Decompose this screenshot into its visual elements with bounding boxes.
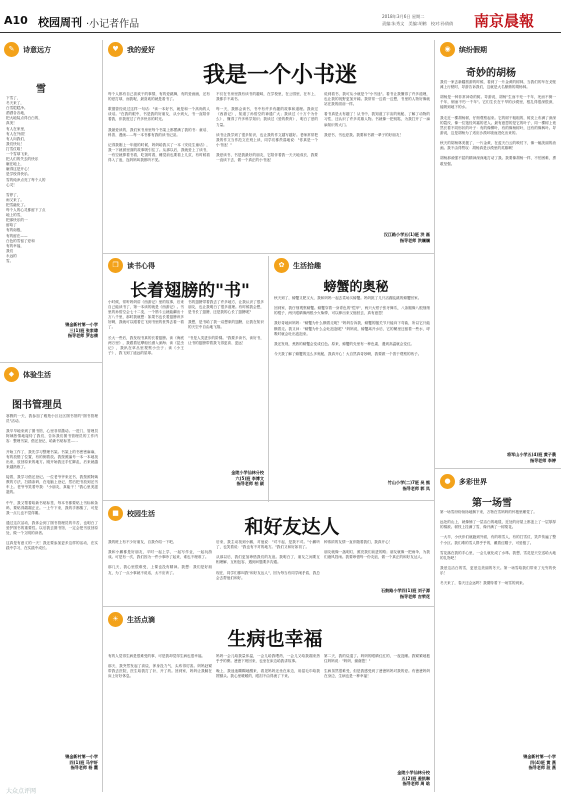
sick-headline: 生病也幸福 — [227, 628, 323, 650]
poplar-author: 将军山小学五(4)班 黄子晨 指导老师 李婷 — [507, 452, 556, 463]
library-body: 寒假的一天，我参加了雅苑小区社区图书馆的"图书管理员"活动。 我早早地来到了图书馆，心里非常激动。一进门，管理员阿姨热情地接待了我们，告诉我们图书管理员的工作内容：整理书架、借还登记、给新书贴标签…… 开始工作了，我先学习整理书架。书架上的书密密麻麻，有的放错了位置，有的倒着放。我按照编号一本一本地找出来，放回原来的地方。刚开始我还手忙脚乱，后来就越来越熟练了。 接着，我学习借还登记。一位老爷爷来还书，我按照阿姨教的方法，扫描条码，在电脑上登记，然后把书放到还书车上。老爷爷笑着夸我："小朋友，真能干！"我心里美滋滋的。 中午，我又帮着给新书贴标签，每本书都要贴上书标和条码，要贴得端端正正。一上午下来，我的手都酸了，可是我一点儿也不觉得累。 通过这次活动，我体会到了图书管理员的辛苦，也明白了爱护图书的重要性。以后我去图书馆，一定会把书放回原处，做一个文明的读者。 这真是有意义的一天！我还要参加更多这样的活动，在实践中学习，在实践中成长。 — [6, 414, 98, 551]
section-header-reading — [108, 258, 155, 273]
wings-col-1: 小时候，常听妈妈讲《西游记》里的故事，后来自己能读书了，第一本读的就是《西游记》。书里的孙悟空会七十二变，一个筋斗云就能翻出十万八千里，那时我就想：如果书也长着翅膀该多好啊，我就可以跟着它飞到书里的世界去看一看了。 长大一些后，我发现书真的长着翅膀。读《海底两万里》，我跟着尼摩船长潜入深海；读《昆虫记》，我趴在草丛里观察小虫子；读《小王子》，我飞到了遥远的星球。 — [108, 300, 184, 355]
camera-icon: ◉ — [440, 42, 455, 57]
sick-col-3: 第二天，我的烧退了。妈妈的眼睛红红的，一夜没睡。我紧紧地抱住妈妈说："妈妈，谢谢您！" 生病虽然很难受，但是我感受到了爸爸妈妈对我的爱。有爸爸妈妈在身边，生病也是一种幸福！ — [324, 654, 430, 679]
wings-headline: 长着翅膀的"书" — [130, 281, 250, 301]
crab-author: 竹山小学(二)7班 吴 熊 指导老师 郭 凤 — [387, 480, 430, 491]
sub-section-title: ·小记者作品 — [86, 19, 140, 30]
poplar-body: 我们一家去新疆旅游的时候，看到了一片金黄的树林，当我们的车在戈壁滩上行驶时，导游告诉我们，这就是大名鼎鼎的胡杨林。 胡杨是一种非常神奇的树。导游说，胡杨"生而不死一千年，死而不倒一千年，倒而不朽一千年"。它们生长在干旱的沙漠里，根扎得很深很深，能吸到地下的水。 我走近一棵胡杨树，仔细观察起来。它的树干粗粗的，树皮上布满了深深的裂纹，像一位饱经风霜的老人。最有意思的是它的叶子，同一棵树上竟然长着不同形状的叶子：有的像柳叶，有的像杨树叶，还有的像枫叶。导游说，这是胡杨为了适应沙漠环境而进化出来的。 秋天的胡杨林美极了，一片金黄，在蓝天白云的映衬下，像一幅美丽的油画。我不由得赞叹：胡杨真是沙漠里的英雄啊！ 胡杨那顽强不屈的精神深深地打动了我。我要像胡杨一样，不怕困难，勇敢坚强。 — [440, 80, 556, 166]
section-label: 校园生活 — [127, 509, 155, 518]
friend-col-2: 后来，我主动找到小鹏，对他说："对不起，是我不对。"小鹏听了，也笑着说："我也有不对的地方。"我们又和好如初了。 从那以后，我们更加珍惜我们的友谊。我明白了，朋友之间要互相理解、互相包容，遇到问题要多沟通。 现在，同学们都叫我"和好友达人"，因为每当有同学闹矛盾，我总会去帮他们和好。 — [216, 540, 320, 580]
section-header-library — [4, 367, 51, 382]
divider — [268, 256, 269, 502]
leaf-icon: ✿ — [274, 258, 289, 273]
masthead — [0, 0, 561, 34]
book-icon: ◆ — [4, 367, 19, 382]
issue-date: 2018年3月6日 星期二 — [382, 14, 425, 19]
section-label: 生活拾趣 — [293, 261, 321, 270]
sun-icon: ☀ — [108, 612, 123, 627]
poplar-title: 奇妙的胡杨 — [466, 68, 516, 79]
school-icon: ■ — [108, 506, 123, 521]
friend-col-1: 我的班上有不少好朋友，自我介绍一下吧。 我和小鹏都是好朋友，平时一起上学，一起写作业，一起玩游戏。可是有一次，我们因为一件小事吵了起来，谁也不理谁了。 那几天，我心里很难受，上课也没有精神。我想：我们是好朋友，为了一点小事就不说话，太不应该了。 — [108, 540, 212, 575]
article-col-3: 说到看书，我可从小就是个"小书迷"。看书让我懂得了许多道理，也让我的视野更加开阔。我常常一边看一边想，书里的人物好像就站在我的面前一样。 看书真是太有趣了！从书中，我知道了宇宙的奥秘，了解了动物的习性，还认识了许多英雄人物。书就像一把钥匙，为我打开了一扇扇知识的大门。 我爱书，书也爱我。我要和书做一辈子的好朋友！ — [324, 92, 430, 137]
friend-col-3: 种浓浓的友情一直伴随着我们，我真开心！ 朋友就像一盏明灯，照亮我们前进的路；朋友就像一把雨伞，为我们遮风挡雨。我要珍惜每一份友谊，做一个真正的和好友达人。 — [324, 540, 430, 560]
page-number: A10 — [4, 14, 28, 27]
divider — [0, 362, 102, 363]
divider — [102, 40, 103, 792]
editor-credits: 责编:朱秀文 美编:胡鹤 校对:孙倩倩 — [382, 21, 454, 26]
globe-icon: ● — [440, 474, 455, 489]
crab-body: 秋天到了，螃蟹又肥又大，我和妈妈一起去菜场买螃蟹。妈妈挑了几只活蹦乱跳的螃蟹回家。 回到家，我仔细观察螃蟹。螃蟹穿着一身青色的"铠甲"，两只大钳子张牙舞爪，八条腿像八根细细的棍子，两只眼睛像两根小火柴棒，可以伸出来又缩回去，真有意思！ 我好奇地问妈妈："螃蟹为什么横着走呢？"妈妈告诉我，螃蟹的腿关节只能向下弯曲，所以它只能横着走。我又问："螃蟹为什么会吐泡泡呢？"妈妈说，螃蟹离开水后，它的鳃里还留着一些水，呼吸时就会吐出泡泡来。 我还发现，煮熟的螃蟹会变成红色。原来，螃蟹的壳里有一种色素，遇到高温就会变红。 今天我了解了螃蟹的这么多奥秘，我真开心！大自然真奇妙啊，我要做一个善于观察的孩子。 — [274, 296, 430, 357]
watermark: 大众点评网 — [6, 788, 37, 795]
crab-headline: 螃蟹的奥秘 — [323, 280, 389, 295]
book-open-icon: ❐ — [108, 258, 123, 273]
section-label: 体验生活 — [23, 370, 51, 379]
section-header-poem — [4, 42, 51, 57]
section-label: 诗意远方 — [23, 45, 51, 54]
poem-title: 雪 — [36, 84, 46, 95]
article-col-1: 每个人都有自己喜欢干的事情，有的爱跳舞，有的爱画画，还有的爱打球，而我呢，最喜欢的就是看书了。 歌德曾经说过这样一句话："读一本好书，就是和一个高尚的人谈话。"在我的眼中，书是我的好朋友，从小到大，书一直陪伴着我，伴我度过了许多快乐的时光。 我最爱读的，我们家书房里每个书架上都摆满了我的书：童话、科普、漫画……每一本书都有我的读书记录。 记得我刚上一年级的时候，妈妈给我买了一本《安徒生童话》，我一下就被里面的故事吸引住了。从那以后，我就爱上了读书，一有空就捧着书看，吃饭时看，睡觉前也要看上几页，有时候看得入了迷，连妈妈叫我都听不见。 — [108, 92, 210, 163]
article-author: 汉江路小学五(1)班 洪 磊 指导老师 洪斓斓 — [383, 232, 430, 243]
masthead-rule — [0, 32, 561, 33]
friend-headline: 和好友达人 — [244, 516, 340, 538]
snow-title: 第一场雪 — [472, 498, 512, 509]
section-label: 我的爱好 — [127, 45, 155, 54]
section-label: 缤纷假期 — [459, 45, 487, 54]
poem-author: 锦金新村第一小学 三(1)班 张家瑋 指导老师 罗志倩 — [65, 322, 98, 339]
divider — [434, 40, 435, 792]
wings-col-2: 书的翅膀带着我去了许多地方，让我认识了很多朋友，也让我明白了很多道理。有时候我会想，是书长了翅膀，还是我的心长了翅膀呢？ 我想，是书给了我一双想象的翅膀，让我在知识的天空中自由地飞翔。 "书是人类进步的阶梯。"我要多读书，读好书，让书的翅膀带着我飞得更高、更远！ — [188, 300, 264, 345]
section-header-hobby — [108, 42, 155, 57]
heart-icon: ♥ — [108, 42, 123, 57]
sick-col-2: 妈妈一会儿给我量体温，一会儿给我喂药，一会儿又给我端来热乎乎的粥。爸爸下班回来，也坐在床边给我讲故事。 晚上，我迷迷糊糊地醒来，看见妈妈还坐在床边，用湿毛巾给我擦额头。我心里暖暖的，眼泪不由得流了下来。 — [216, 654, 320, 679]
wings-author: 金陵小学仙林分校 六(5)班 李博文 指导老师 柏 颖 — [231, 470, 264, 487]
article-headline: 我是一个小书迷 — [202, 63, 357, 88]
paper-logo: 南京晨報 — [474, 12, 535, 30]
section-header-world — [440, 474, 487, 489]
poem-body: 下雪了， 冬天来了， 白雪皑皑净。 洒洒各各地， 把大地装点得白白的， 真美！ 有人在家里， 有人在外面！ 有人向我们， 我们快玩！ 打雪仗啦！ 一个雪球飞来， 把人们的失去的快乐 砸在地上， 砸得这是开心！ 是学校得快乐。 雪的纯净点亮了每个人的 心灵！ 雪停了， 雨又来了。 把雪融化了。 每个人的心灵都留下了点 地上的雪， 把那快乐的一 留给了 有的南极， 有的留在—— 白色的雪留了爱和 有的幸福， 我们 永远的 雪。 — [6, 96, 46, 263]
sick-col-1: 有的人觉得生病是很难受的事，可是我却觉得生病也很幸福。 那天，我突然发起了高烧，浑身没力气，头疼得厉害。妈妈赶紧带我去医院，医生给我打了针，开了药。回到家，妈妈让我躺在床上好好休息。 — [108, 654, 212, 679]
quill-icon: ✎ — [4, 42, 19, 57]
article-col-2: 不仅在书房里我有读书的趣味，在学校里，在公园里，在车上，我都手不离书。 每一天，我都会读书，书中有许多有趣的故事和道理。我读过《西游记》，知道了孙悟空的神通广大；我读过《十万个为什么》，懂得了许多科学知识；我读过《爱的教育》，明白了爱的力量。 读书让我学到了很多知识，也让我的作文越写越好。老师常常把我的作文当作范文在班上读，同学们都羡慕地说："你真是一个小书迷！" 我爱读书，书是我最好的朋友，它陪伴着我一天天地成长，我要一直读下去，做一个真正的小书迷！ — [216, 92, 318, 163]
section-header-holiday — [440, 42, 487, 57]
snow-author: 锦金新村第一小学 四(4)班 黄 燕 指导老师 段 燕 — [523, 754, 556, 771]
sick-author: 金陵小学仙林分校 五(2)班 姜凯琳 指导老师 周 晗 — [397, 770, 430, 787]
library-title: 图书管理员 — [12, 400, 62, 411]
section-header-life — [274, 258, 321, 273]
divider — [103, 253, 434, 254]
friend-author: 石鼓路小学四(1)班 刘子源 指导老师 吉荣花 — [381, 588, 430, 599]
section-title: 校园周刊 — [38, 16, 82, 29]
snow-body: 第一场雪纷纷扬扬地飘下来，万物在雪妈妈的怀抱里睡觉了。 远处的山上，就像铺了一层洁白的地毯，近处的房屋上都盖上了一层厚厚的棉被。树枝上挂满了雪，像开满了一树梨花。 一大早，小伙伴们就跑到外面，有的堆雪人，有的打雪仗，笑声传遍了整个小区。我们堆的雪人胖乎乎的，戴着红帽子，可爱极了。 雪花落在我的手心里，一会儿就化成了水珠。我想，雪花是天空送给大地的礼物吧！ 我爱这洁白的雪，更爱这美丽的冬天。第一场雪给我们带来了无穷的快乐！ 冬天来了，春天还会远吗？我期待着下一场雪的到来。 — [440, 510, 556, 586]
library-author: 锦金新村第一小学 四(1)班 马宇轩 指导老师 杨 霞 — [65, 754, 98, 771]
section-label: 生活点滴 — [127, 615, 155, 624]
divider — [103, 606, 434, 607]
section-label: 多彩世界 — [459, 477, 487, 486]
section-header-campus — [108, 506, 155, 521]
section-header-daily — [108, 612, 155, 627]
divider — [435, 468, 561, 469]
section-label: 读书心得 — [127, 261, 155, 270]
